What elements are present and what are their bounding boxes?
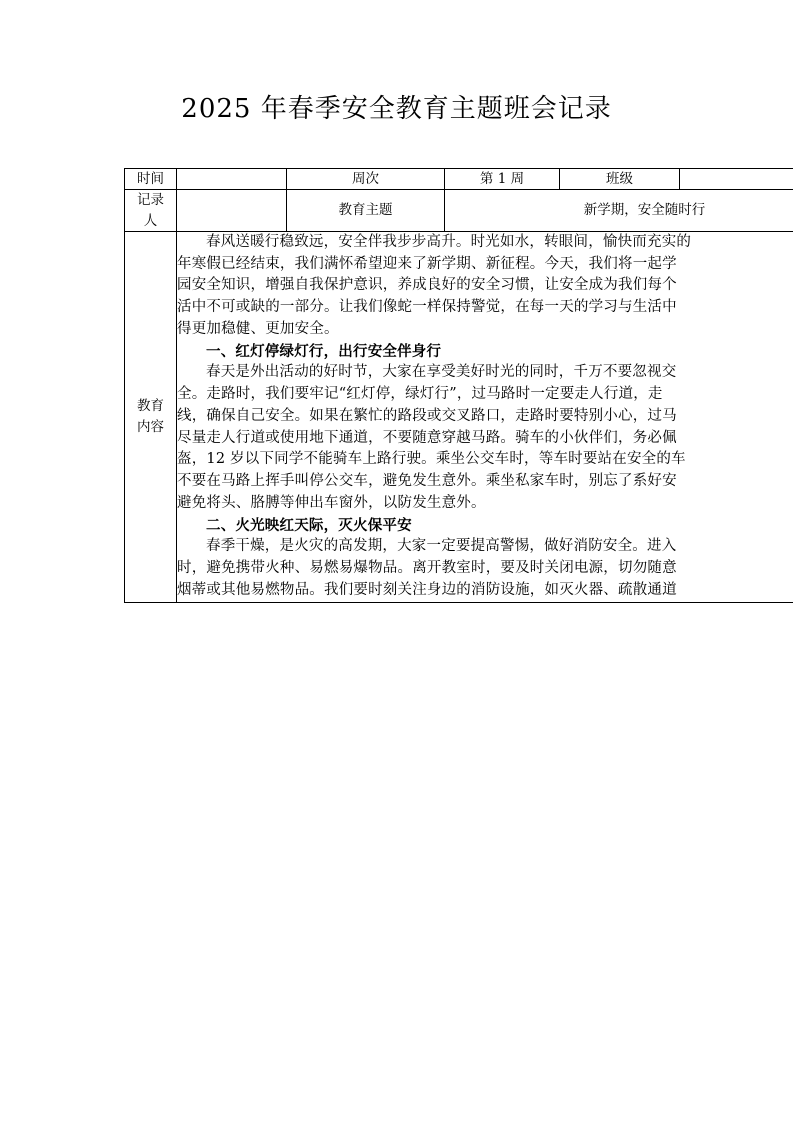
class-meeting-record-table <box>124 168 793 603</box>
page-title: 2025 年春季安全教育主题班会记录 <box>181 94 612 124</box>
label-recorder: 记录 人 <box>125 190 177 232</box>
label-week: 周次 <box>287 169 445 190</box>
table-row <box>125 231 793 602</box>
value-time[interactable] <box>177 169 287 190</box>
content-line: 春风送暖行稳致远，安全伴我步步高升。时光如水，转眼间，愉快而充实的 <box>206 233 692 250</box>
content-line: 盔，12 岁以下同学不能骑车上路行驶。乘坐公交车时，等车时要站在安全的车 <box>177 451 686 468</box>
value-week[interactable]: 第 1 周 <box>445 169 560 190</box>
content-line: 园安全知识，增强自我保护意识，养成良好的安全习惯，让安全成为我们每个 <box>177 277 677 294</box>
value-recorder[interactable] <box>177 190 287 232</box>
table-row <box>125 190 793 232</box>
content-line: 年寒假已经结束，我们满怀希望迎来了新学期、新征程。今天，我们将一起学 <box>177 255 677 272</box>
label-theme: 教育主题 <box>287 190 445 232</box>
content-heading: 二、火光映红天际，灭火保平安 <box>206 516 412 534</box>
label-class: 班级 <box>560 169 680 190</box>
label-content: 教育 内容 <box>125 231 177 602</box>
content-line: 时，避免携带火种、易燃易爆物品。离开教室时，要及时关闭电源，切勿随意 <box>177 560 677 576</box>
content-line: 春季干燥，是火灾的高发期，大家一定要提高警惕，做好消防安全。进入 <box>206 538 677 555</box>
content-line: 避免将头、胳膊等伸出车窗外，以防发生意外。 <box>177 494 486 511</box>
content-line: 尽量走人行道或使用地下通道，不要随意穿越马路。骑车的小伙伴们，务必佩 <box>177 429 677 446</box>
value-class[interactable] <box>680 169 793 190</box>
content-line: 线，确保自己安全。如果在繁忙的路段或交叉路口，走路时要特别小心，过马 <box>177 407 677 424</box>
content-line: 活中不可或缺的一部分。让我们像蛇一样保持警觉，在每一天的学习与生活中 <box>177 299 677 315</box>
content-line: 全。走路时，我们要牢记“红灯停，绿灯行”，过马路时一定要走人行道，走 <box>177 386 663 402</box>
content-line: 春天是外出活动的好时节，大家在享受美好时光的同时，千万不要忽视交 <box>206 364 677 381</box>
value-theme[interactable]: 新学期，安全随时行 <box>445 190 793 232</box>
education-content-body[interactable] <box>177 231 793 602</box>
content-line: 得更加稳健、更加安全。 <box>177 320 339 337</box>
content-heading: 一、红灯停绿灯行，出行安全伴身行 <box>206 342 442 360</box>
content-line: 烟蒂或其他易燃物品。我们要时刻关注身边的消防设施，如灭火器、疏散通道 <box>177 581 677 598</box>
content-line: 不要在马路上挥手叫停公交车，避免发生意外。乘坐私家车时，别忘了系好安 <box>177 473 677 489</box>
label-time: 时间 <box>125 169 177 190</box>
table-row <box>125 169 793 190</box>
